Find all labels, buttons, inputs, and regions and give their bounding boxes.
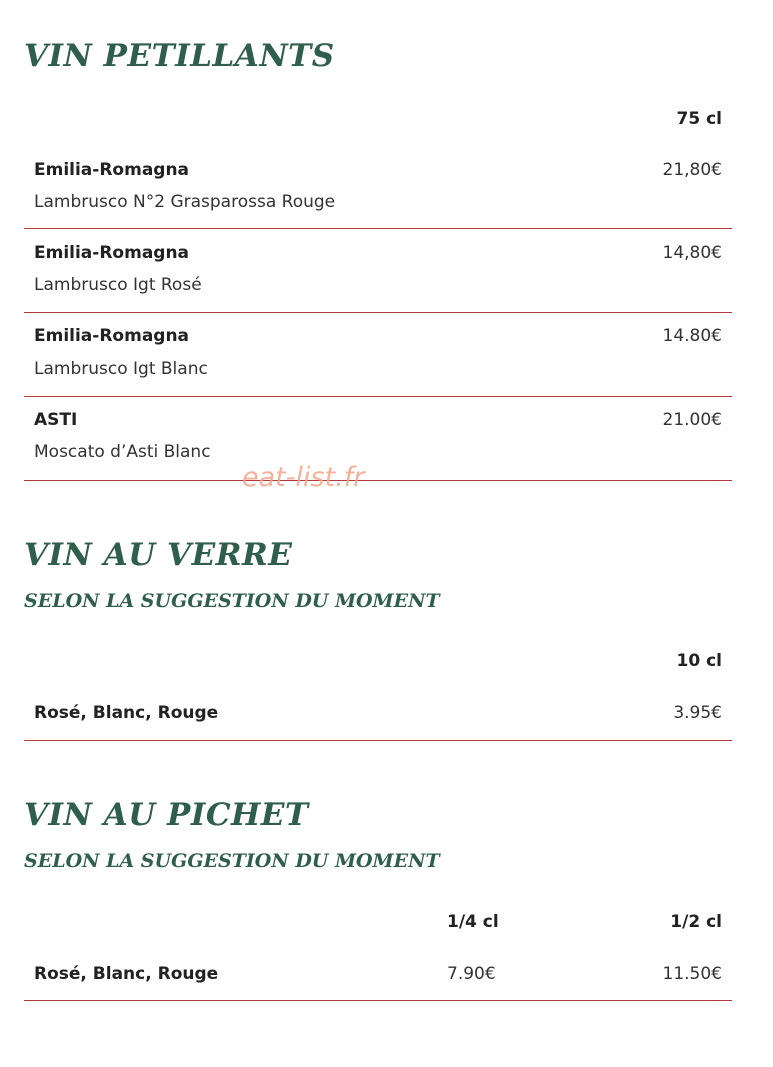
menu-item	[24, 148, 732, 229]
item-price-half: 11.50€	[662, 964, 722, 984]
item-price: 21,80€	[662, 160, 722, 180]
item-name: Rosé, Blanc, Rouge	[34, 703, 219, 723]
item-price: 21.00€	[662, 410, 722, 430]
item-name: Lambrusco N°2 Grasparossa Rouge	[34, 192, 336, 212]
menu-item	[24, 229, 732, 313]
item-region: ASTI	[34, 410, 78, 430]
menu-item	[24, 945, 732, 1001]
column-header-quarter: 1/4 cl	[447, 912, 499, 932]
item-region: Emilia-Romagna	[34, 243, 190, 263]
item-price-quarter: 7.90€	[447, 964, 496, 984]
menu-item	[24, 397, 732, 481]
section-title: VIN PETILLANTS	[24, 38, 335, 74]
column-header: 75 cl	[676, 109, 722, 129]
section-petillants	[24, 36, 732, 481]
item-name: Rosé, Blanc, Rouge	[34, 964, 219, 984]
item-name: Lambrusco Igt Blanc	[34, 359, 208, 379]
menu-item	[24, 313, 732, 397]
item-region: Emilia-Romagna	[34, 160, 190, 180]
item-price: 14,80€	[662, 243, 722, 263]
item-name: Moscato d’Asti Blanc	[34, 442, 211, 462]
watermark-logo: eat-list.fr	[242, 462, 365, 493]
menu-item	[24, 685, 732, 741]
item-price: 3.95€	[673, 703, 722, 723]
column-header: 10 cl	[676, 651, 722, 671]
section-pichet	[24, 795, 732, 1005]
item-price: 14.80€	[662, 326, 722, 346]
section-title: VIN AU VERRE	[24, 537, 293, 573]
item-region: Emilia-Romagna	[34, 326, 190, 346]
column-header-half: 1/2 cl	[670, 912, 722, 932]
section-subtitle: SELON LA SUGGESTION DU MOMENT	[24, 850, 440, 872]
section-verre	[24, 535, 732, 745]
item-name: Lambrusco Igt Rosé	[34, 275, 202, 295]
section-title: VIN AU PICHET	[24, 797, 309, 833]
section-subtitle: SELON LA SUGGESTION DU MOMENT	[24, 590, 440, 612]
